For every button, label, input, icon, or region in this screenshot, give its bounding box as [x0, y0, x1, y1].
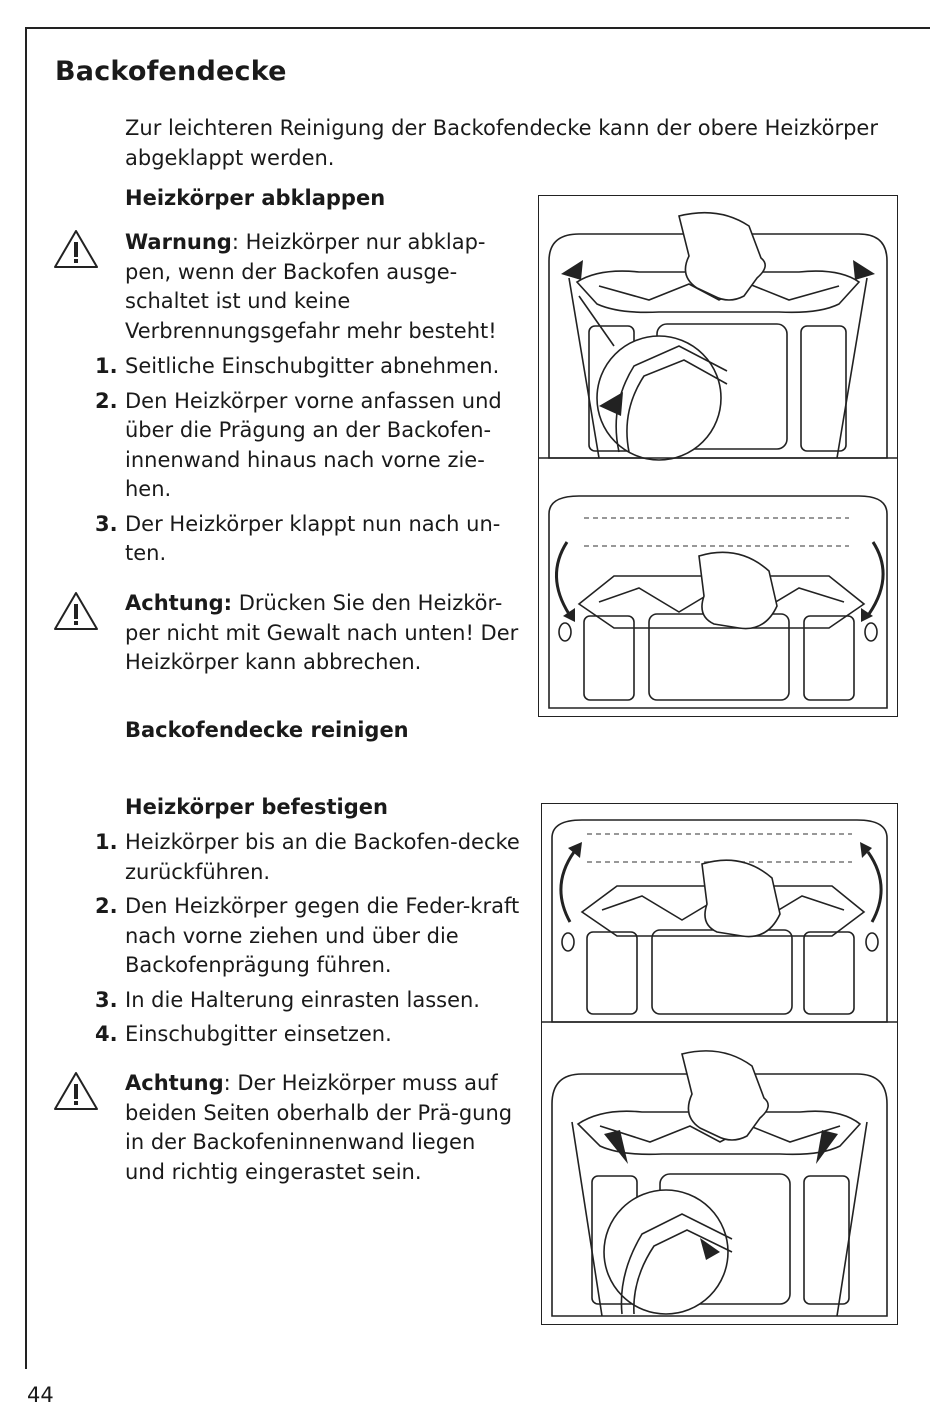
section-heading-abklappen: Heizkörper abklappen	[125, 186, 386, 210]
step-text: In die Halterung einrasten lassen.	[125, 987, 480, 1012]
step-number: 1.	[95, 830, 118, 854]
caution-icon	[52, 1070, 100, 1112]
caution-label: Achtung:	[125, 591, 233, 615]
page-number: 44	[27, 1383, 54, 1407]
step-text: Einschubgitter einsetzen.	[125, 1022, 392, 1046]
list-item	[95, 352, 525, 382]
illustration-heater-reattach	[541, 803, 898, 1325]
list-item	[95, 510, 525, 569]
caution-text	[125, 589, 520, 678]
step-number: 2.	[95, 894, 118, 918]
section-heading-reinigen: Backofendecke reinigen	[125, 718, 409, 742]
caution-label: Achtung	[125, 1071, 224, 1095]
step-number: 2.	[95, 388, 118, 413]
step-number: 3.	[95, 987, 118, 1012]
caution-body: : Der Heizkörper muss auf beiden Seiten oberhalb der Prä-gung in der Backofeninnenwand liegen und richtig eingerastet sein.	[125, 1071, 513, 1184]
page-frame-left	[25, 27, 27, 1369]
illustration-heater-fold-down	[538, 195, 898, 717]
warning-icon	[52, 228, 100, 270]
step-text: Seitliche Einschubgitter abnehmen.	[125, 354, 500, 378]
caution-body: Drücken Sie den Heizkör-per nicht mit Gewalt nach unten! Der Heizkörper kann abbrechen.	[125, 591, 519, 674]
caution-text-2	[125, 1069, 520, 1187]
step-text: Der Heizkörper klappt nun nach un-ten.	[125, 511, 501, 565]
warning-label: Warnung	[125, 230, 232, 254]
list-item	[95, 986, 525, 1016]
steps-list-abklappen	[95, 352, 525, 574]
page-frame-top	[25, 27, 930, 29]
intro-paragraph: Zur leichteren Reinigung der Backofendecke kann der obere Heizkörper abgeklappt werden.	[125, 116, 878, 170]
step-text: Den Heizkörper vorne anfassen und über die Prägung an der Backofen-innenwand hinaus nach vorne zie-hen.	[125, 388, 502, 501]
list-item	[95, 828, 525, 887]
step-text: Heizkörper bis an die Backofen-decke zurückführen.	[125, 830, 520, 884]
section-heading-befestigen: Heizkörper befestigen	[125, 795, 388, 819]
list-item	[95, 892, 525, 981]
list-item	[95, 1020, 525, 1050]
list-item	[95, 387, 525, 505]
warning-body: : Heizkörper nur abklap-pen, wenn der Backofen ausge-schaltet ist und keine Verbrennungsgefahr mehr besteht!	[125, 230, 497, 343]
step-text: Den Heizkörper gegen die Feder-kraft nach vorne ziehen und über die Backofenprägung führen.	[125, 894, 520, 977]
page-title: Backofendecke	[55, 56, 287, 87]
step-number: 1.	[95, 354, 118, 378]
steps-list-befestigen	[95, 828, 525, 1055]
caution-icon	[52, 590, 100, 632]
step-number: 4.	[95, 1022, 118, 1046]
warning-text	[125, 228, 520, 346]
step-number: 3.	[95, 511, 118, 536]
